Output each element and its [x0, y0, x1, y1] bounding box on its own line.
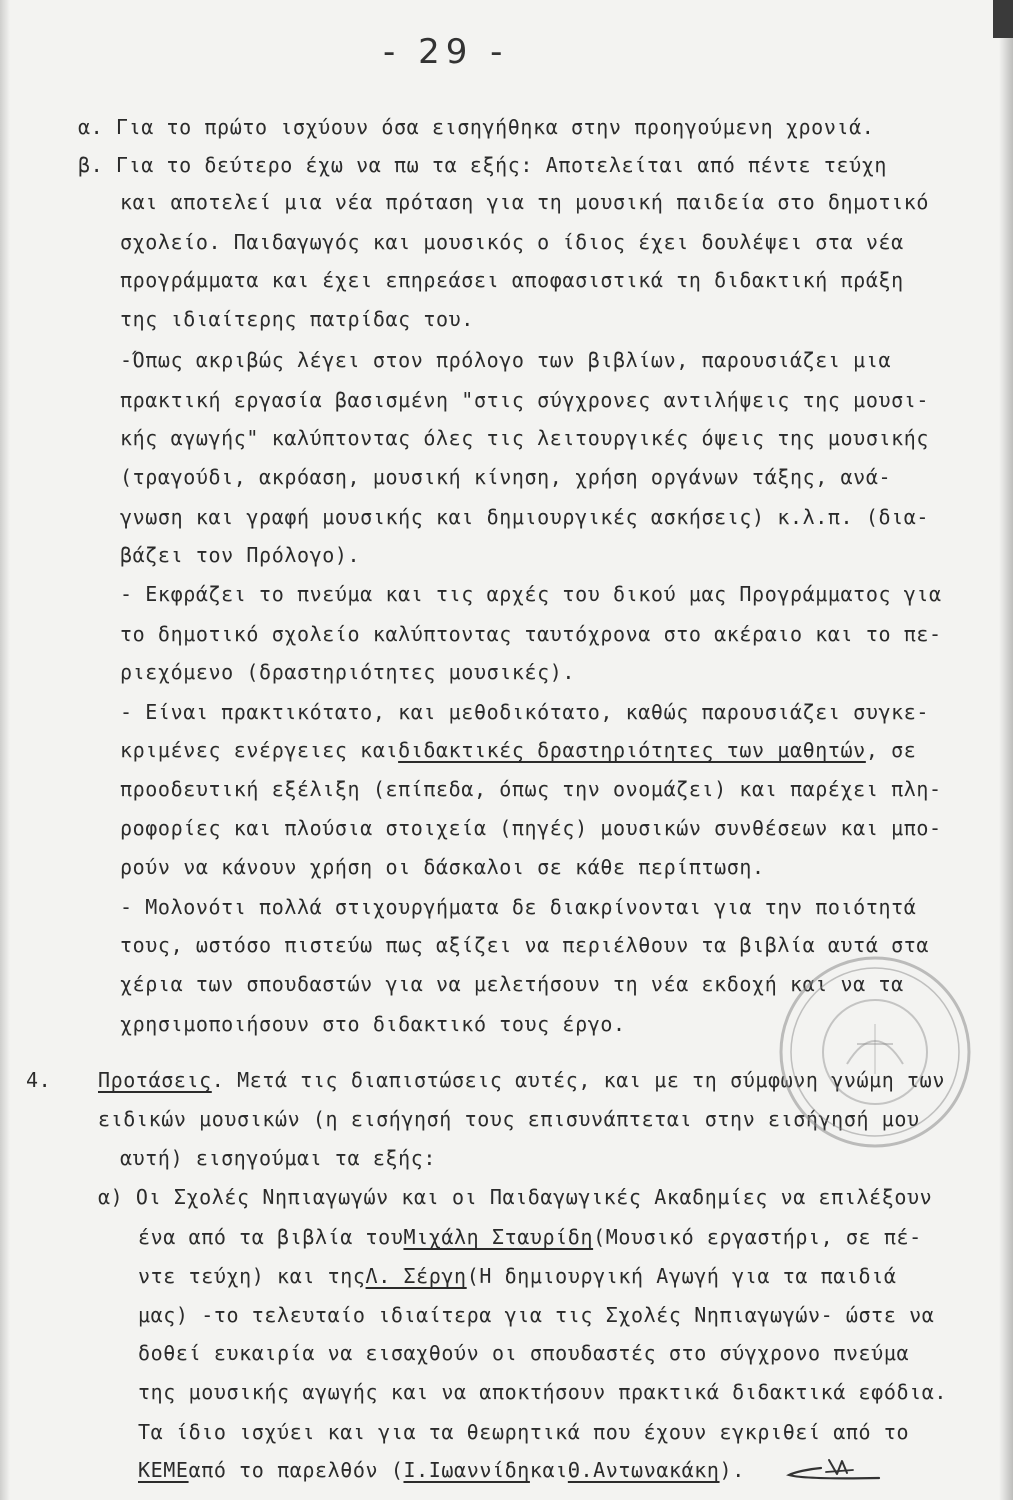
- text-run: (Μουσικό εργαστήρι, σε πέ-: [593, 1225, 922, 1249]
- text-line: ρούν να κάνουν χρήση οι δάσκαλοι σε κάθε περίπτωση.: [120, 855, 765, 879]
- text-run: από το παρελθόν (: [188, 1458, 404, 1482]
- text-line: [120, 738, 916, 762]
- text-line: - Μολονότι πολλά στιχουργήματα δε διακρίνονται για την ποιότητά: [120, 895, 917, 919]
- text-run: ντε τεύχη) και της: [138, 1264, 366, 1288]
- text-line: - Είναι πρακτικότατο, και μεθοδικότατο, καθώς παρουσιάζει συγκε-: [120, 700, 930, 724]
- text-run: , σε: [865, 738, 917, 762]
- text-line: της μουσικής αγωγής και να αποκτήσουν πρακτικά διδακτικά εφόδια.: [138, 1380, 948, 1404]
- text-line: β. Για το δεύτερο έχω να πω τα εξής: Αποτελείται από πέντε τεύχη: [78, 153, 888, 177]
- text-line: ριεχόμενο (δραστηριότητες μουσικές).: [120, 660, 576, 684]
- text-line: προοδευτική εξέλιξη (επίπεδα, όπως την ονομάζει) και παρέχει πλη-: [120, 777, 942, 801]
- handwritten-initials-icon: [783, 1452, 893, 1492]
- text-run: (Η δημιουργική Αγωγή για τα παιδιά: [466, 1264, 897, 1288]
- text-line: [138, 1264, 896, 1288]
- text-run: κριμένες ενέργειες και: [120, 738, 399, 762]
- text-line: α. Για το πρώτο ισχύουν όσα εισηγήθηκα στην προηγούμενη χρονιά.: [78, 115, 875, 139]
- text-line: χέρια των σπουδαστών για να μελετήσουν τη νέα εκδοχή και να τα: [120, 972, 904, 996]
- text-line: Τα ίδιο ισχύει και για τα θεωρητικά που έχουν εγκριθεί από το: [138, 1420, 910, 1444]
- text-line: γνωση και γραφή μουσικής και δημιουργικές ασκήσεις) κ.λ.π. (δια-: [120, 505, 930, 529]
- page-number: - 29 -: [383, 32, 509, 72]
- text-line: (τραγούδι, ακρόαση, μουσική κίνηση, χρήση οργάνων τάξης, ανά-: [120, 465, 892, 489]
- text-line: δοθεί ευκαιρία να εισαχθούν οι σπουδαστές στο σύγχρονο πνεύμα: [138, 1341, 910, 1365]
- text-run: ).: [719, 1458, 745, 1482]
- text-line: βάζει τον Πρόλογο).: [120, 543, 361, 567]
- scan-corner-mark: [993, 0, 1013, 38]
- underlined-acronym: ΚΕΜΕ: [138, 1458, 189, 1482]
- page-edge-shadow-left: [0, 0, 10, 1500]
- text-line: σχολείο. Παιδαγωγός και μουσικός ο ίδιος έχει δουλέψει στα νέα: [120, 230, 904, 254]
- text-line: ειδικών μουσικών (η εισήγησή τους επισυνάπτεται στην εισήγησή μου: [98, 1107, 920, 1131]
- text-line: τους, ωστόσο πιστεύω πως αξίζει να περιέλθουν τα βιβλία αυτά στα: [120, 933, 930, 957]
- underlined-name: Λ. Σέργη: [365, 1264, 467, 1288]
- underlined-phrase: διδακτικές δραστηριότητες των μαθητών: [398, 738, 866, 762]
- text-line: - Εκφράζει το πνεύμα και τις αρχές του δικού μας Προγράμματος για: [120, 582, 942, 606]
- section-heading: Προτάσεις: [98, 1068, 212, 1092]
- underlined-name: Θ.Αντωνακάκη: [567, 1458, 720, 1482]
- round-official-seal-icon: [775, 952, 975, 1152]
- text-line: και αποτελεί μια νέα πρόταση για τη μουσική παιδεία στο δημοτικό: [120, 190, 930, 214]
- page-edge-shadow-right: [999, 0, 1013, 1500]
- text-run: ένα από τα βιβλία του: [138, 1225, 404, 1249]
- text-line: προγράμματα και έχει επηρεάσει αποφασιστικά τη διδακτική πράξη: [120, 268, 904, 292]
- text-line: α) Οι Σχολές Νηπιαγωγών και οι Παιδαγωγικές Ακαδημίες να επιλέξουν: [98, 1185, 933, 1209]
- text-line: χρησιμοποιήσουν στο διδακτικό τους έργο.: [120, 1012, 626, 1036]
- text-run: και: [529, 1458, 568, 1482]
- text-run: . Μετά τις διαπιστώσεις αυτές, και με τη σύμφωνη γνώμη των: [211, 1068, 945, 1092]
- text-line: ροφορίες και πλούσια στοιχεία (πηγές) μουσικών συνθέσεων και μπο-: [120, 816, 942, 840]
- text-line: μας) -το τελευταίο ιδιαίτερα για τις Σχολές Νηπιαγωγών- ώστε να: [138, 1303, 935, 1327]
- underlined-name: Μιχάλη Σταυρίδη: [403, 1225, 594, 1249]
- section-number: 4.: [26, 1068, 52, 1092]
- text-line: [138, 1458, 745, 1482]
- text-line: πρακτική εργασία βασισμένη "στις σύγχρονες αντιλήψεις της μουσι-: [120, 388, 930, 412]
- text-line: κής αγωγής" καλύπτοντας όλες τις λειτουργικές όψεις της μουσικής: [120, 426, 930, 450]
- text-line: της ιδιαίτερης πατρίδας του.: [120, 307, 474, 331]
- text-line: -Όπως ακριβώς λέγει στον πρόλογο των βιβλίων, παρουσιάζει μια: [120, 348, 892, 372]
- text-line: αυτή) εισηγούμαι τα εξής:: [120, 1146, 437, 1170]
- text-line: [138, 1225, 922, 1249]
- text-line: το δημοτικό σχολείο καλύπτοντας ταυτόχρονα στο ακέραιο και το πε-: [120, 622, 942, 646]
- underlined-name: Ι.Ιωαννίδη: [403, 1458, 530, 1482]
